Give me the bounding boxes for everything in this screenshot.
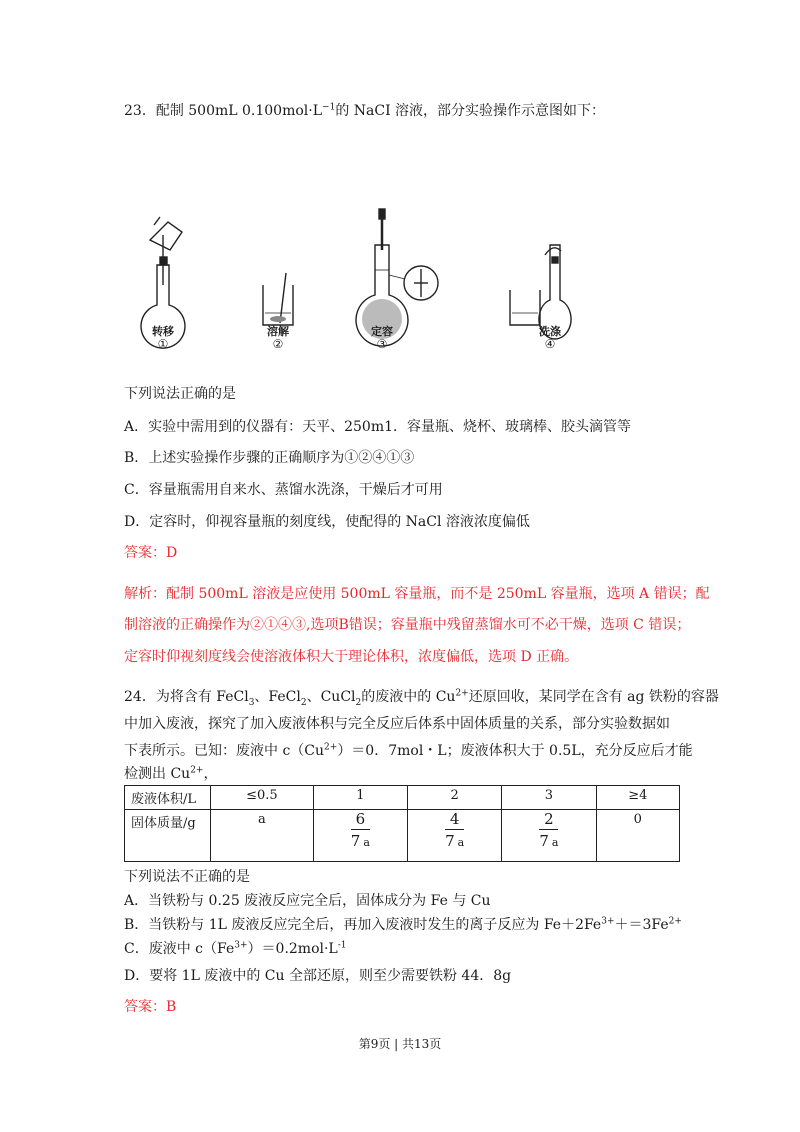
figure-label-wash: 洗涤 — [539, 325, 561, 338]
fraction-denominator: 7 — [539, 832, 549, 850]
q24-option-d: D．要将 1L 废液中的 Cu 全部还原，则至少需要铁粉 44．8g — [124, 968, 512, 984]
q24-sup-2p: 2+ — [455, 688, 469, 699]
q24-optC-a: C．废液中 c（Fe — [124, 941, 235, 957]
q24-prompt: 下列说法不正确的是 — [124, 869, 250, 885]
q24-option-a: A．当铁粉与 0.25 废液反应完全后，固体成分为 Fe 与 Cu — [124, 893, 491, 909]
q24-optC-b: ）＝0.2mol·L — [247, 941, 338, 957]
figure-label-transfer: 转移 — [152, 325, 174, 338]
q23-analysis-line-1: 解析：配制 500mL 溶液是应使用 500mL 容量瓶，而不是 250mL 容量瓶，选项 A 错误；配 — [124, 586, 710, 602]
table-header-mass: 固体质量/g — [125, 810, 211, 862]
table-cell: 3 — [502, 786, 596, 810]
figure-label-volume: 定容 — [371, 325, 393, 338]
table-cell: 2 — [407, 786, 501, 810]
q24-stem-line-1 — [124, 686, 719, 706]
q24-stem-line-4 — [124, 763, 217, 783]
q24-optB-b: ＋＝3Fe — [614, 917, 669, 933]
q24-l1b: 、FeCl — [254, 689, 301, 705]
q23-option-a: A．实验中需用到的仪器有：天平、250m1．容量瓶、烧杯、玻璃棒、胶头滴管等 — [124, 419, 632, 435]
q24-l4b: ， — [203, 766, 218, 782]
figure-number-4: ④ — [544, 337, 556, 351]
q24-l4a: 检测出 Cu — [124, 766, 191, 782]
table-cell: 1 — [313, 786, 407, 810]
fraction-numerator: 2 — [539, 812, 558, 830]
q24-sub-3: 3 — [248, 697, 255, 708]
q23-option-c: C．容量瓶需用自来水、蒸馏水洗涤，干燥后才可用 — [124, 482, 443, 498]
q23-option-d: D．定容时，仰视容量瓶的刻度线，使配得的 NaCl 溶液浓度偏低 — [124, 514, 530, 530]
q23-stem-prefix: 23．配制 500mL 0.100mol·L — [124, 103, 323, 119]
fraction-denominator: 7 — [350, 832, 361, 850]
q24-l1d: 的废液中的 Cu — [361, 689, 456, 705]
fraction — [445, 812, 464, 849]
figure-number-1: ① — [157, 337, 169, 351]
q24-l3a: 下表所示。已知：废液中 c（Cu — [124, 743, 325, 759]
table-cell-fraction — [313, 810, 407, 862]
q23-analysis-line-3: 定容时仰视刻度线会使溶液体积大于理论体积，浓度偏低，选项 D 正确。 — [124, 649, 579, 665]
q24-answer: 答案：B — [124, 999, 177, 1015]
q23-stem-sup: −1 — [322, 102, 336, 113]
q24-l1c: 、CuCl — [306, 689, 356, 705]
table-cell: 0 — [596, 810, 679, 862]
q23-analysis-line-2: 制溶液的正确操作为②①④③,选项B错误；容量瓶中残留蒸馏水可不必干燥，选项 C 错误； — [124, 617, 691, 633]
q24-sub-2b: 2 — [355, 697, 362, 708]
table-cell-fraction — [502, 810, 596, 862]
q23-stem — [124, 100, 605, 120]
q23-prompt: 下列说法正确的是 — [124, 386, 236, 402]
q23-answer: 答案：D — [124, 545, 178, 561]
q24-stem-line-2: 中加入废液，探究了加入废液体积与完全反应后体系中固体质量的关系，部分实验数据如 — [124, 716, 670, 732]
q24-optC-sup2: -1 — [337, 940, 347, 951]
table-header-volume: 废液体积/L — [125, 786, 211, 810]
q24-optB-sup2: 2+ — [668, 916, 682, 927]
q24-l3-sup: 2+ — [324, 742, 338, 753]
q24-l3b: ）＝0．7mol・L；废液体积大于 0.5L，充分反应后才能 — [337, 743, 693, 759]
q24-l4-sup: 2+ — [190, 765, 204, 776]
page-footer: 第9页 | 共13页 — [358, 1037, 442, 1051]
q24-optB-a: B．当铁粉与 1L 废液反应完全后，再加入废液时发生的离子反应为 Fe＋2Fe — [124, 917, 602, 933]
table-cell: ≤0.5 — [211, 786, 314, 810]
q23-stem-suffix: 的 NaCI 溶液，部分实验操作示意图如下： — [335, 103, 606, 119]
q24-sub-2a: 2 — [300, 697, 307, 708]
q24-optB-sup1: 3+ — [601, 916, 615, 927]
fraction-numerator: 4 — [445, 812, 464, 830]
q24-data-table — [124, 785, 680, 862]
q24-l1e: 还原回收，某同学在含有 ag 铁粉的容器 — [468, 689, 719, 705]
fraction-variable: a — [363, 836, 370, 849]
q24-optC-sup: 3+ — [234, 940, 248, 951]
figure-number-2: ② — [272, 337, 284, 351]
table-row — [125, 810, 680, 862]
q24-stem-line-3 — [124, 740, 693, 760]
fraction-variable: a — [457, 836, 465, 849]
lab-operations-figure — [120, 195, 680, 355]
q24-option-b — [124, 914, 682, 934]
fraction-denominator: 7 — [445, 832, 455, 850]
table-cell-fraction — [407, 810, 501, 862]
fraction — [539, 812, 558, 849]
q24-l1a: 24．为将含有 FeCl — [124, 689, 249, 705]
fraction-variable: a — [551, 836, 559, 849]
figure-label-dissolve: 溶解 — [267, 325, 289, 338]
q23-option-b: B．上述实验操作步骤的正确顺序为①②④①③ — [124, 450, 415, 466]
fraction-numerator: 6 — [351, 812, 370, 830]
fraction — [351, 812, 370, 849]
table-cell: a — [211, 810, 314, 862]
figure-number-3: ③ — [376, 337, 388, 351]
table-cell: ≥4 — [596, 786, 679, 810]
q24-option-c — [124, 938, 347, 958]
table-row — [125, 786, 680, 810]
